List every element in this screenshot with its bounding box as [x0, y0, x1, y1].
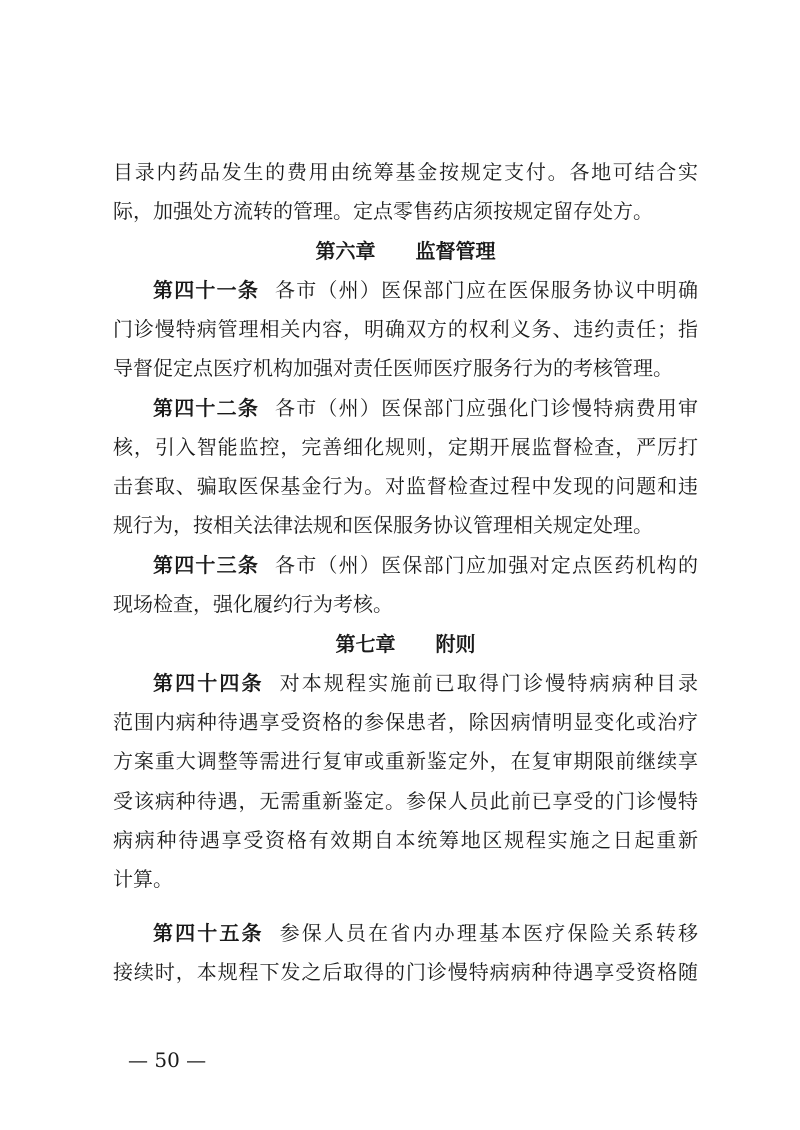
article-43-line-2: 现场检查，强化履约行为考核。 — [113, 592, 393, 616]
chapter-7-number: 第七章 — [335, 632, 396, 656]
article-44-first-line — [153, 666, 698, 700]
article-41-label: 第四十一条 — [153, 278, 260, 302]
chapter-7-title: 附则 — [435, 632, 476, 656]
article-43-label: 第四十三条 — [153, 553, 260, 577]
article-41-line-2: 门诊慢特病管理相关内容，明确双方的权利义务、违约责任；指 — [113, 317, 698, 341]
article-41-first-line — [153, 273, 698, 307]
article-45-label: 第四十五条 — [153, 921, 264, 945]
chapter-6-heading — [113, 234, 698, 268]
article-42-first-text: 各市（州）医保部门应强化门诊慢特病费用审 — [275, 396, 698, 420]
article-44-line-5: 病病种待遇享受资格有效期自本统筹地区规程实施之日起重新 — [113, 828, 698, 852]
chapter-6-title: 监督管理 — [415, 239, 496, 263]
article-44-line-3: 方案重大调整等需进行复审或重新鉴定外，在复审期限前继续享 — [113, 749, 698, 773]
article-42-line-4: 规行为，按相关法律法规和医保服务协议管理相关规定处理。 — [113, 513, 653, 537]
article-45-first-text: 参保人员在省内办理基本医疗保险关系转移 — [279, 921, 698, 945]
article-42-label: 第四十二条 — [153, 396, 260, 420]
article-42-first-line — [153, 391, 698, 425]
article-43-first-line — [153, 548, 698, 582]
article-43-first-text: 各市（州）医保部门应加强对定点医药机构的 — [275, 553, 698, 577]
page-number: — 50 — — [128, 1048, 207, 1072]
article-42-line-3: 击套取、骗取医保基金行为。对监督检查过程中发现的问题和违 — [113, 474, 698, 498]
article-44-line-6: 计算。 — [113, 867, 173, 891]
continuation-line-2: 际，加强处方流转的管理。定点零售药店须按规定留存处方。 — [113, 199, 653, 223]
article-45-first-line — [153, 916, 698, 950]
article-44-line-2: 范围内病种待遇享受资格的参保患者，除因病情明显变化或治疗 — [113, 710, 698, 734]
article-44-first-text: 对本规程实施前已取得门诊慢特病病种目录 — [279, 671, 698, 695]
article-45-line-2: 接续时，本规程下发之后取得的门诊慢特病病种待遇享受资格随 — [113, 960, 698, 984]
continuation-line-1: 目录内药品发生的费用由统筹基金按规定支付。各地可结合实 — [113, 160, 698, 184]
article-44-line-4: 受该病种待遇，无需重新鉴定。参保人员此前已享受的门诊慢特 — [113, 789, 698, 813]
chapter-7-heading — [113, 627, 698, 661]
article-42-line-2: 核，引入智能监控，完善细化规则，定期开展监督检查，严厉打 — [113, 435, 698, 459]
article-41-first-text: 各市（州）医保部门应在医保服务协议中明确 — [275, 278, 698, 302]
article-41-line-3: 导督促定点医疗机构加强对责任医师医疗服务行为的考核管理。 — [113, 356, 673, 380]
chapter-6-number: 第六章 — [315, 239, 376, 263]
article-44-label: 第四十四条 — [153, 671, 264, 695]
